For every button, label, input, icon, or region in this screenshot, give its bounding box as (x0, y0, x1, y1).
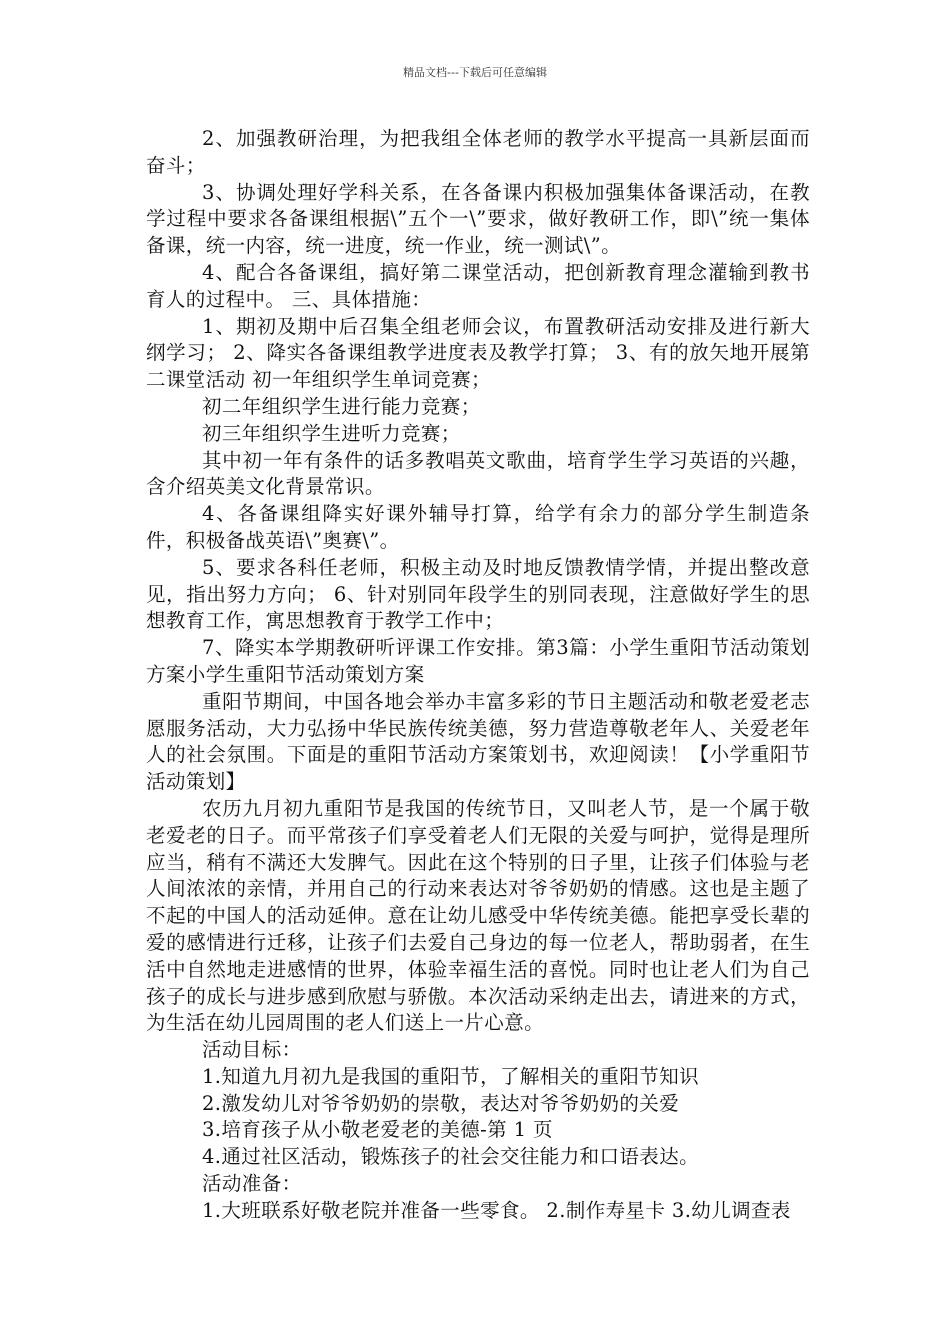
paragraph: 其中初一年有条件的话多教唱英文歌曲，培育学生学习英语的兴趣，含介绍英美文化背景常识。 (146, 448, 810, 499)
paragraph: 5、要求各科任老师，积极主动及时地反馈教情学情，并提出整改意见，指出努力方向； 6、针对别同年段学生的别同表现，注意做好学生的思想教育工作，寓思想教育于教学工作中； (146, 555, 810, 633)
paragraph: 初三年组织学生进听力竞赛； (202, 421, 461, 445)
paragraph: 2、加强教研治理，为把我组全体老师的教学水平提高一具新层面而奋斗； (146, 127, 810, 177)
list-item: 2.激发幼儿对爷爷奶奶的崇敬，表达对爷爷奶奶的关爱 (202, 1091, 680, 1115)
list-item: 1.大班联系好敬老院并准备一些零食。 2.制作寿星卡 3.幼儿调查表 (202, 1198, 791, 1222)
paragraph: 3、协调处理好学科关系，在各备课内积极加强集体备课活动，在教学过程中要求各备课组根据\”五个一\”要求，做好教研工作，即\”统一集体备课，统一内容，统一进度，统一作业，统一测试\”。 (146, 180, 810, 258)
paragraph: 4、各备课组降实好课外辅导打算，给学有余力的部分学生制造条件，积极备战英语\”奥赛\”。 (146, 502, 810, 552)
paragraph: 重阳节期间，中国各地会举办丰富多彩的节日主题活动和敬老爱老志愿服务活动，大力弘扬中华民族传统美德，努力营造尊敬老年人、关爱老年人的社会氛围。下面是的重阳节活动方案策划书，欢迎阅读！【小学重阳节活动策划】 (146, 689, 810, 794)
paragraph: 初二年组织学生进行能力竞赛； (202, 394, 481, 418)
paragraph: 1、期初及期中后召集全组老师会议，布置教研活动安排及进行新大纲学习； 2、降实各备课组教学进度表及教学打算； 3、有的放矢地开展第二课堂活动 初一年组织学生单词竞赛； (146, 314, 810, 392)
paragraph: 7、降实本学期教研听评课工作安排。第3篇：小学生重阳节活动策划方案小学生重阳节活动策划方案 (146, 636, 810, 686)
list-item: 4.通过社区活动，锻炼孩子的社会交往能力和口语表达。 (202, 1145, 700, 1169)
paragraph: 农历九月初九重阳节是我国的传统节日，又叫老人节，是一个属于敬老爱老的日子。而平常孩子们享受着老人们无限的关爱与呵护，觉得是理所应当，稍有不满还大发脾气。因此在这个特别的日子里，让孩子们体验与老人间浓浓的亲情，并用自己的行动来表达对爷爷奶奶的情感。这也是主题了不起的中国人的活动延伸。意在让幼儿感受中华传统美德。能把享受长辈的爱的感情进行迁移，让孩子们去爱自己身边的每一位老人，帮助弱者，在生活中自然地走进感情的世界，体验幸福生活的喜悦。同时也让老人们为自己孩子的成长与进步感到欣慰与骄傲。本次活动采纳走出去，请进来的方式，为生活在幼儿园周围的老人们送上一片心意。 (146, 796, 810, 1035)
page-header: 精品文档---下载后可任意编辑 (403, 66, 547, 79)
paragraph: 4、配合各备课组，搞好第二课堂活动，把创新教育理念灌输到教书育人的过程中。 三、具体措施： (146, 260, 810, 311)
section-heading: 活动目标： (202, 1038, 302, 1062)
list-item: 3.培育孩子从小敬老爱老的美德-第 1 页 (202, 1118, 553, 1142)
list-item: 1.知道九月初九是我国的重阳节，了解相关的重阳节知识 (202, 1064, 700, 1088)
section-heading: 活动准备： (202, 1172, 302, 1196)
document-body (146, 126, 810, 1225)
